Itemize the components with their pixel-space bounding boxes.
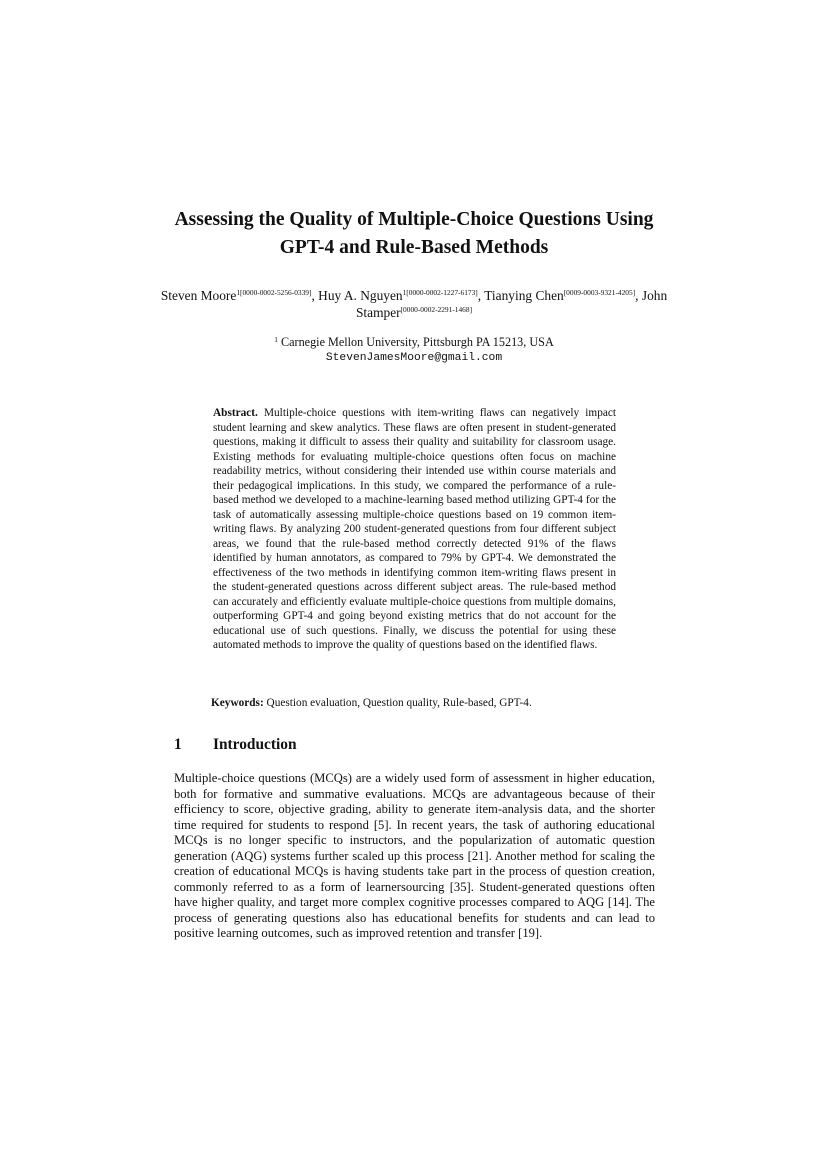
abstract <box>213 406 616 653</box>
author-email[interactable]: StevenJamesMoore@gmail.com <box>325 351 503 364</box>
author-separator: , <box>477 288 485 303</box>
section-number: 1 <box>174 736 182 753</box>
affiliation-block <box>150 335 678 366</box>
author-name: Steven Moore <box>160 288 237 303</box>
author-name: Huy A. Nguyen <box>318 288 403 303</box>
author-orcid: 1[0000-0002-1227-6173] <box>402 288 478 297</box>
affiliation: Carnegie Mellon University, Pittsburgh PA 15213, USA <box>280 335 554 349</box>
author-list <box>150 288 678 321</box>
affiliation-marker: 1 <box>274 335 278 344</box>
keywords-label: Keywords: <box>211 697 264 709</box>
abstract-text: Multiple-choice questions with item-writing flaws can negatively impact student learning and skew analytics. These flaws are often present in student-generated questions, making it difficult to assess their quality and suitability for classroom usage. Existing methods for evaluating multiple-choice questions often focus on machine readability metrics, without considering their intended use within course materials and their pedagogical implications. In this study, we compared the performance of a rule-based method we developed to a machine-learning based method utilizing GPT-4 for the task of automatically assessing multiple-choice questions based on 19 common item-writing flaws. By analyzing 200 student-generated questions from four different subject areas, we found that the rule-based method correctly detected 91% of the flaws identified by human annotators, as compared to 79% by GPT-4. We demonstrated the effectiveness of the two methods in identifying common item-writing flaws present in the student-generated questions across different subject areas. The rule-based method can accurately and efficiently evaluate multiple-choice questions from multiple domains, outperforming GPT-4 and going beyond existing metrics that do not account for the educational use of such questions. Finally, we discuss the potential for using these automated methods to improve the quality of questions based on the identified flaws. <box>213 407 617 651</box>
author-orcid: [0000-0002-2291-1468] <box>400 304 473 314</box>
intro-paragraph: Multiple-choice questions (MCQs) are a widely used form of assessment in higher education, both for formative and summative evaluations. MCQs are advantageous because of their efficiency to score, objective grading, ability to generate item-analysis data, and the shorter time required for students to respond [5]. In recent years, the task of authoring educational MCQs is no longer specific to instructors, and the popularization of automatic question generation (AQG) systems further scaled up this process [21]. Another method for scaling the creation of educational MCQs is having students take part in the process of question creation, commonly referred to as a form of learnersourcing [35]. Student-generated questions often have higher quality, and target more complex cognitive processes compared to AQG [14]. The process of generating questions also has educational benefits for students and can lead to positive learning outcomes, such as improved retention and transfer [19]. <box>174 771 655 940</box>
section-heading <box>174 735 297 755</box>
abstract-label: Abstract. <box>213 407 258 419</box>
author-name: John Stamper <box>355 288 668 320</box>
keywords <box>211 696 631 711</box>
author-separator: , <box>311 288 319 303</box>
paper-title <box>140 206 688 262</box>
title-line-1: Assessing the Quality of Multiple-Choice Questions Using <box>174 209 654 230</box>
keywords-text: Question evaluation, Question quality, Rule-based, GPT-4. <box>266 697 532 709</box>
author-orcid: 1[0000-0002-5256-0339] <box>236 288 312 297</box>
author-name: Tianying Chen <box>484 288 564 303</box>
author-separator: , <box>635 288 642 303</box>
title-line-2: GPT-4 and Rule-Based Methods <box>279 237 549 258</box>
author-orcid: [0009-0003-9321-4205] <box>563 288 636 297</box>
section-title: Introduction <box>213 736 297 753</box>
